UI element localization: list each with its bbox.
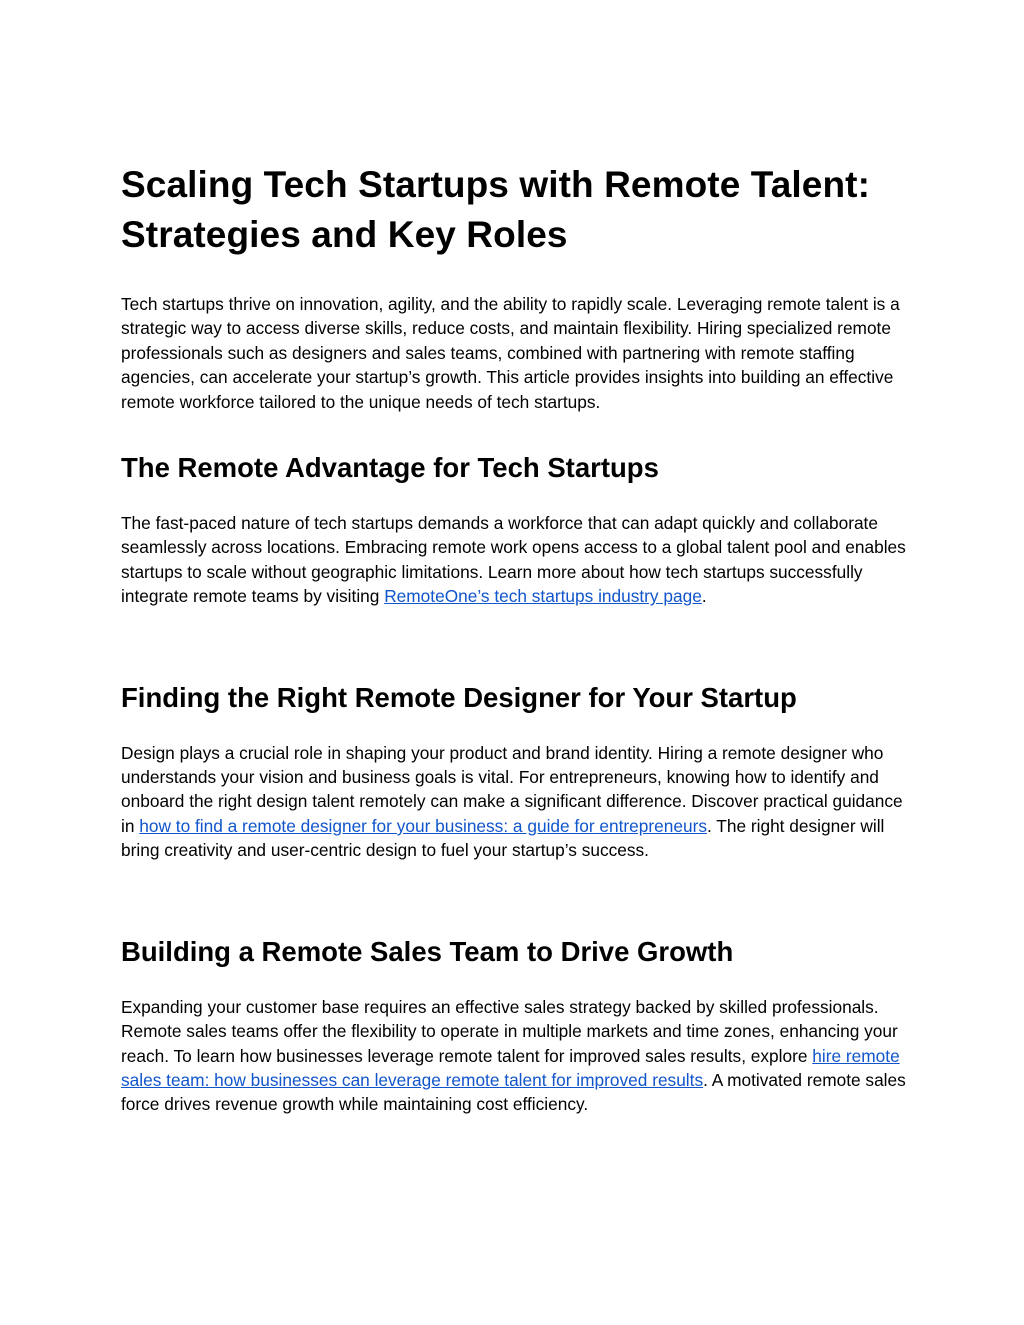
paragraph-text: . A motivated remote sales force drives revenue growth while maintaining cost efficiency. bbox=[121, 1069, 906, 1115]
document-page bbox=[121, 160, 911, 1117]
page-title: Scaling Tech Startups with Remote Talent: Strategies and Key Roles bbox=[121, 164, 870, 255]
section-paragraph-remote-sales bbox=[121, 995, 911, 1117]
section-paragraph-remote-designer bbox=[121, 741, 911, 863]
intro-paragraph: Tech startups thrive on innovation, agility, and the ability to rapidly scale. Leveraging remote talent is a strategic way to access diverse skills, reduce costs, and maintain flexibility. Hiring specialized remote professionals such as designers and sales teams, combined with partnering with remote staffing agencies, can accelerate your startup’s growth. This article provides insights into building an effective remote workforce tailored to the unique needs of tech startups. bbox=[121, 294, 900, 412]
section-heading-remote-designer: Finding the Right Remote Designer for Your Startup bbox=[121, 681, 797, 713]
section-heading-remote-advantage: The Remote Advantage for Tech Startups bbox=[121, 452, 659, 484]
paragraph-text: Expanding your customer base requires an effective sales strategy backed by skilled professionals. Remote sales teams offer the flexibility to operate in multiple markets and time zones, enhancing your reach. To learn how businesses leverage remote talent for improved sales results, explore bbox=[121, 996, 898, 1066]
section-heading-remote-sales: Building a Remote Sales Team to Drive Growth bbox=[121, 935, 734, 967]
find-remote-designer-link[interactable]: how to find a remote designer for your business: a guide for entrepreneurs bbox=[139, 815, 707, 836]
hire-remote-sales-team-link[interactable]: hire remote sales team: how businesses can leverage remote talent for improved results bbox=[121, 1045, 900, 1090]
paragraph-text: Design plays a crucial role in shaping your product and brand identity. Hiring a remote designer who understands your vision and business goals is vital. For entrepreneurs, knowing how to identify and onboard the right design talent remotely can make a significant difference. Discover practical guidance in bbox=[121, 742, 903, 836]
section-paragraph-remote-advantage bbox=[121, 511, 911, 609]
remoteone-tech-startups-link[interactable]: RemoteOne’s tech startups industry page bbox=[384, 586, 702, 607]
paragraph-text: The fast-paced nature of tech startups demands a workforce that can adapt quickly and collaborate seamlessly across locations. Embracing remote work opens access to a global talent pool and enables startups to scale without geographic limitations. Learn more about how tech startups successfully integrate remote teams by visiting bbox=[121, 513, 906, 607]
paragraph-text: . The right designer will bring creativity and user-centric design to fuel your startup’s success. bbox=[121, 815, 885, 861]
paragraph-text: . bbox=[701, 586, 707, 607]
